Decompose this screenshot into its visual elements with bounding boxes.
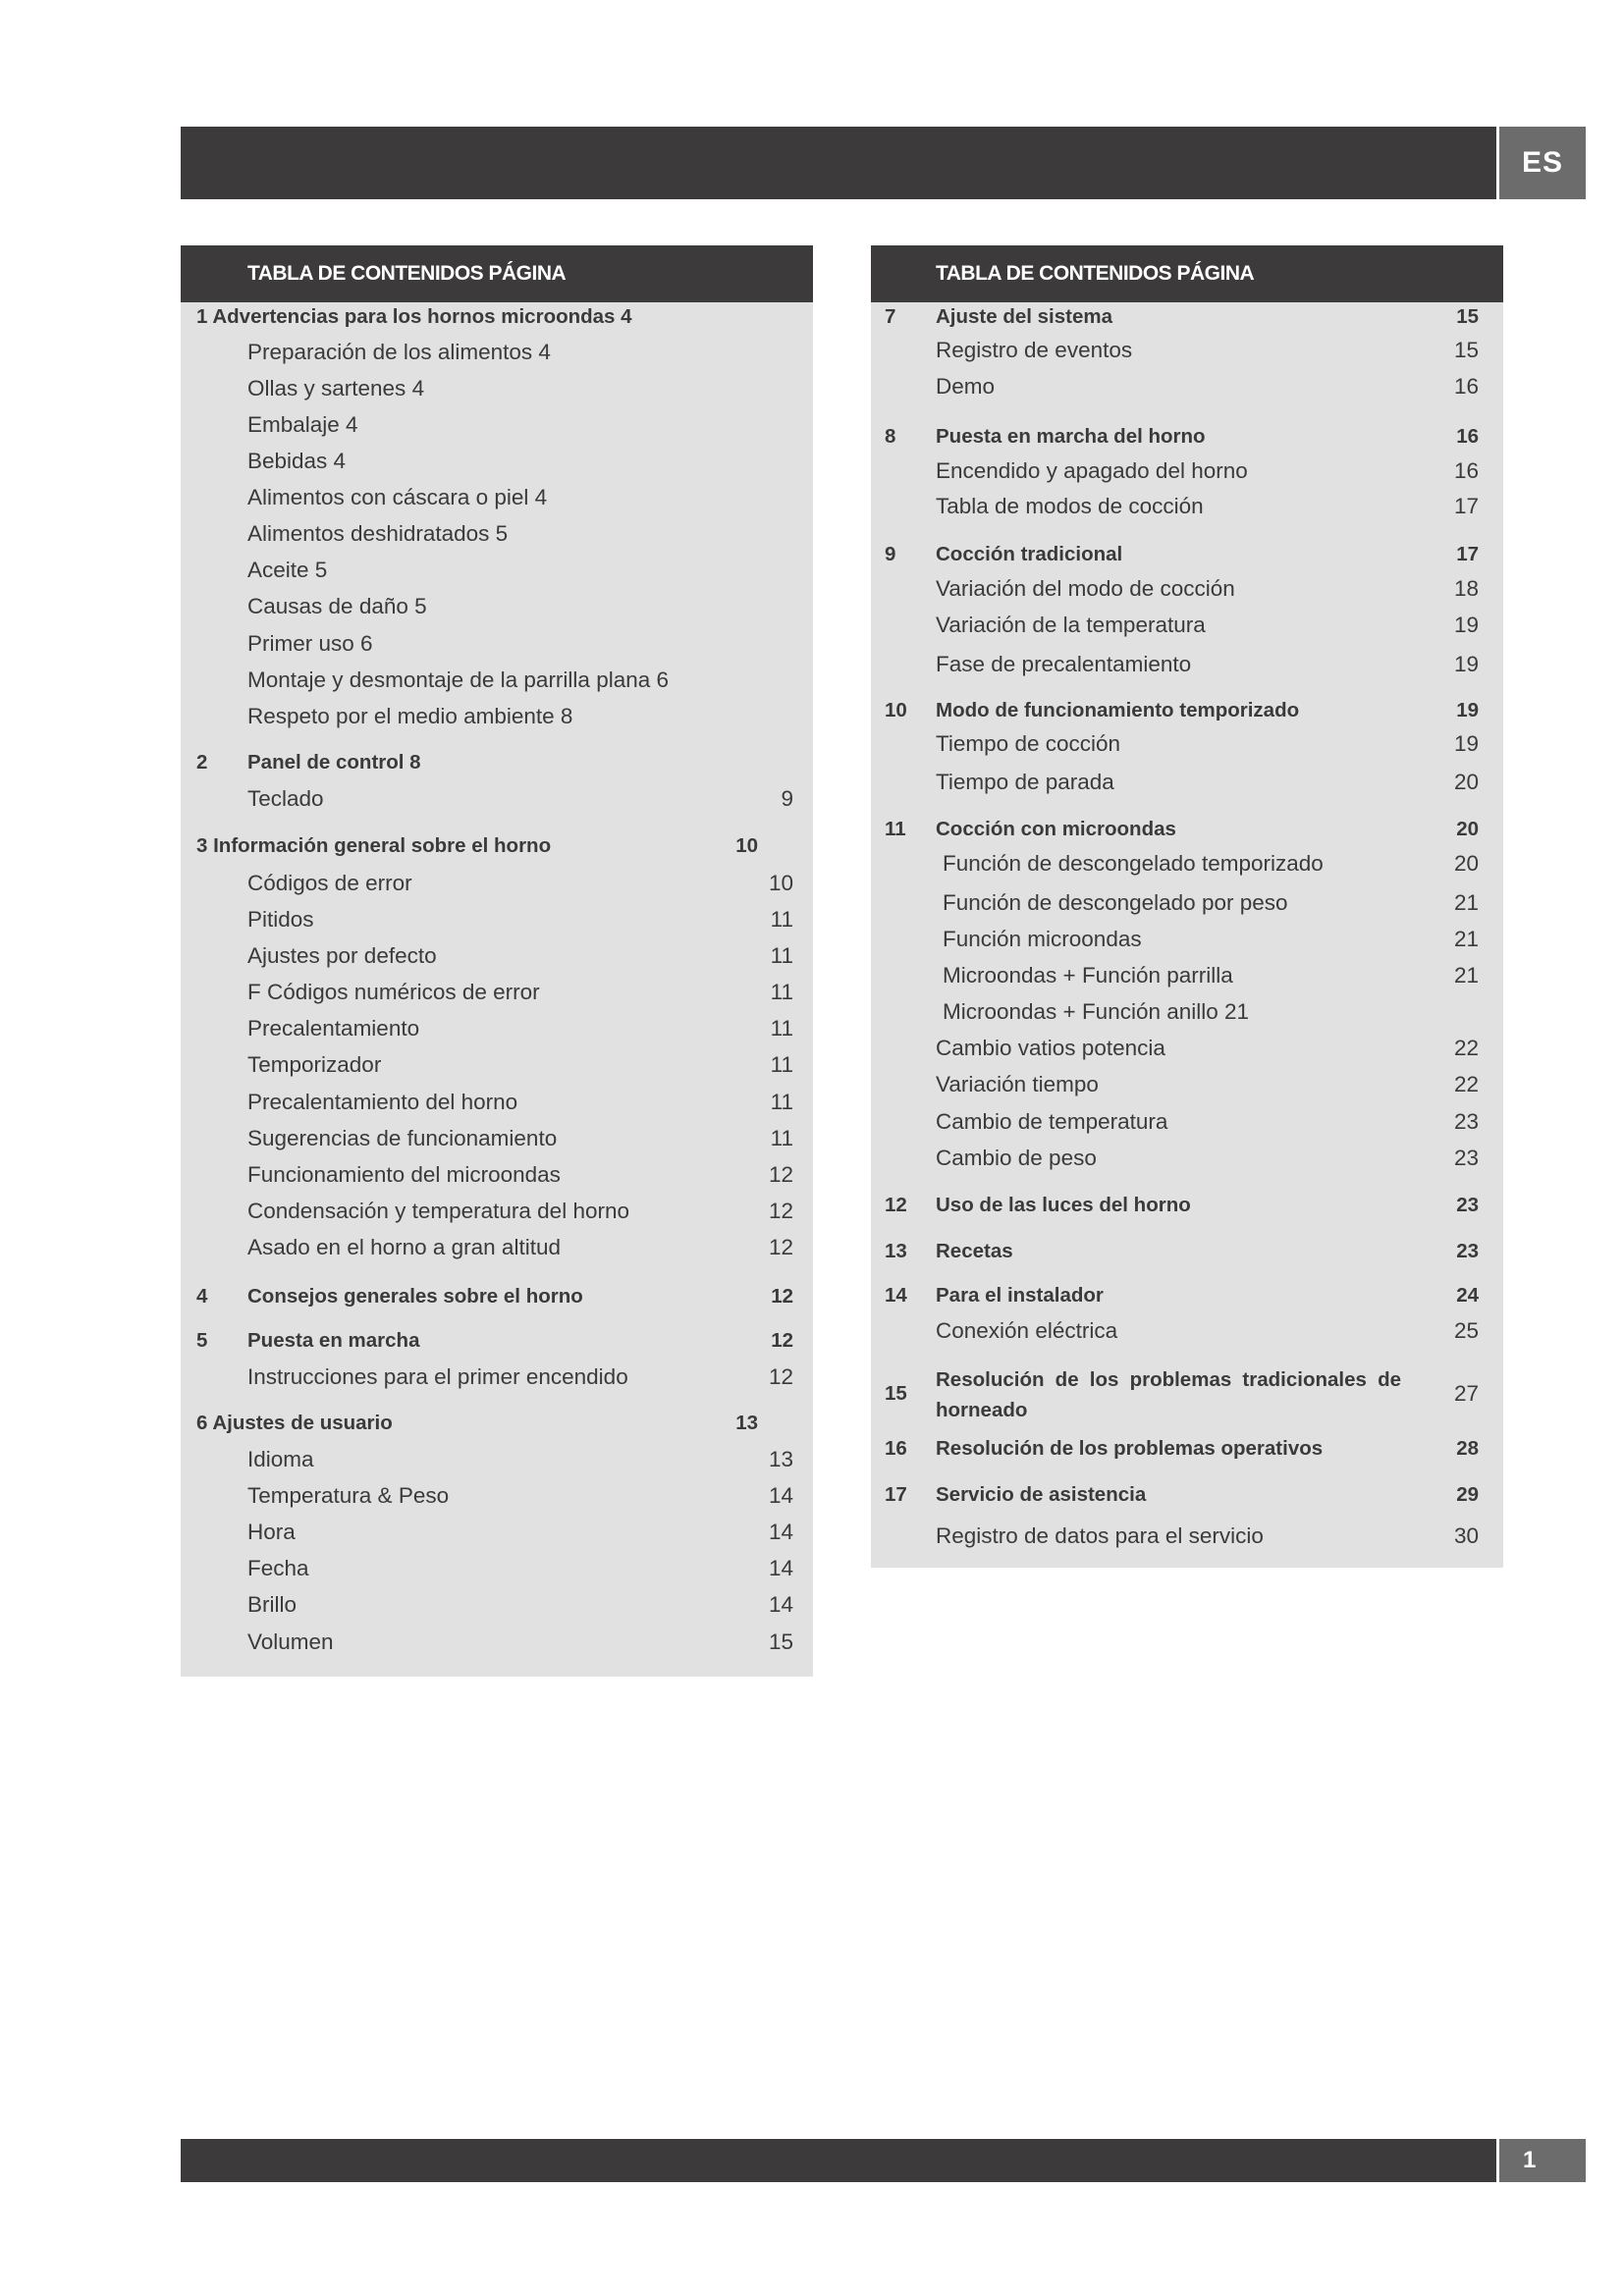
toc-entry-number: 10	[885, 699, 907, 721]
toc-entry-page: 27	[1453, 1381, 1479, 1406]
language-tab: ES	[1499, 127, 1586, 199]
toc-entry-number: 2	[196, 751, 208, 774]
toc-entry-page: 21	[1453, 927, 1479, 951]
toc-entry-page: 11	[770, 1052, 793, 1077]
toc-entry-title: Temperatura & Peso	[247, 1483, 450, 1508]
toc-entry-title: Temporizador	[247, 1052, 382, 1077]
toc-entry-page: 23	[1456, 1240, 1479, 1262]
footer-bar	[181, 2139, 1496, 2182]
toc-entry-page: 23	[1456, 1194, 1479, 1216]
toc-entry-title: Códigos de error	[247, 871, 412, 895]
toc-entry-title: Embalaje 4	[247, 412, 358, 437]
toc-entry-title: Fecha	[247, 1556, 309, 1580]
toc-entry-page: 16	[1456, 425, 1479, 448]
toc-entry-title: Respeto por el medio ambiente 8	[247, 704, 573, 728]
toc-entry-page: 20	[1453, 770, 1479, 794]
toc-entry-title: Panel de control 8	[247, 751, 421, 774]
toc-entry-page: 28	[1456, 1437, 1479, 1460]
toc-entry-page: 15	[1453, 338, 1479, 362]
toc-entry-page: 13	[735, 1412, 758, 1434]
toc-entry-page: 15	[1456, 305, 1479, 328]
toc-entry-page: 17	[1456, 543, 1479, 565]
toc-entry-title: Conexión eléctrica	[936, 1318, 1118, 1343]
header-bar	[181, 127, 1496, 199]
toc-entry-page: 24	[1456, 1284, 1479, 1307]
toc-entry-title: Precalentamiento del horno	[247, 1090, 518, 1114]
toc-entry-title: Precalentamiento	[247, 1016, 420, 1041]
toc-entry-title: Alimentos con cáscara o piel 4	[247, 485, 548, 509]
toc-entry-title: Volumen	[247, 1629, 334, 1654]
toc-entry-number: 13	[885, 1240, 907, 1262]
toc-entry-page: 17	[1453, 494, 1479, 518]
toc-entry-title: Microondas + Función parrilla	[943, 963, 1233, 988]
toc-entry-page: 12	[771, 1329, 793, 1352]
toc-entry-page: 13	[768, 1447, 793, 1471]
toc-entry-title: Aceite 5	[247, 558, 328, 582]
toc-entry-title: 3 Información general sobre el horno	[196, 834, 552, 857]
toc-entry-title: Teclado	[247, 786, 324, 811]
toc-entry-title: F Códigos numéricos de error	[247, 980, 540, 1004]
toc-entry-title: Brillo	[247, 1592, 298, 1617]
toc-entry-title: Registro de eventos	[936, 338, 1133, 362]
toc-entry-title: Tabla de modos de cocción	[936, 494, 1204, 518]
toc-entry-page: 12	[768, 1364, 793, 1389]
toc-entry-page: 30	[1453, 1523, 1479, 1548]
toc-entry-title: Variación tiempo	[936, 1072, 1099, 1096]
toc-entry-page: 11	[770, 1016, 793, 1041]
toc-right-heading: TABLA DE CONTENIDOS PÁGINA	[871, 245, 1503, 302]
toc-entry-page: 19	[1453, 731, 1479, 756]
toc-right-column	[871, 245, 1503, 1568]
toc-entry-title: Hora	[247, 1520, 296, 1544]
toc-entry-title: 6 Ajustes de usuario	[196, 1412, 393, 1434]
toc-entry-title: Instrucciones para el primer encendido	[247, 1364, 628, 1389]
toc-entry-page: 19	[1453, 613, 1479, 637]
toc-entry-number: 9	[885, 543, 896, 565]
toc-entry-page: 14	[768, 1520, 793, 1544]
toc-entry-title: Resolución de los problemas operativos	[936, 1437, 1324, 1460]
toc-entry-page: 11	[770, 907, 793, 932]
toc-entry-page: 11	[770, 1090, 793, 1114]
toc-entry-page: 18	[1453, 576, 1479, 601]
toc-entry-page: 25	[1453, 1318, 1479, 1343]
toc-entry-page: 12	[768, 1162, 793, 1187]
toc-entry-title: Función de descongelado por peso	[943, 890, 1288, 915]
toc-entry-title: Uso de las luces del horno	[936, 1194, 1191, 1216]
toc-entry-page: 23	[1453, 1109, 1479, 1134]
toc-entry-page: 20	[1453, 851, 1479, 876]
toc-entry-title: Puesta en marcha	[247, 1329, 420, 1352]
toc-entry-number: 17	[885, 1483, 907, 1506]
toc-entry-title: Tiempo de cocción	[936, 731, 1121, 756]
toc-entry-title: Ajustes por defecto	[247, 943, 437, 968]
toc-entry-title: Bebidas 4	[247, 449, 347, 473]
toc-entry-title: Variación de la temperatura	[936, 613, 1206, 637]
toc-entry-number: 8	[885, 425, 896, 448]
toc-entry-title: Cambio de temperatura	[936, 1109, 1168, 1134]
toc-entry-page: 10	[735, 834, 758, 857]
toc-entry-page: 10	[768, 871, 793, 895]
toc-entry-page: 16	[1453, 458, 1479, 483]
toc-entry-title: Cambio de peso	[936, 1146, 1097, 1170]
toc-entry-page: 11	[770, 980, 793, 1004]
toc-entry-title: Sugerencias de funcionamiento	[247, 1126, 558, 1150]
toc-entry-title: Ollas y sartenes 4	[247, 376, 425, 400]
toc-entry-page: 15	[768, 1629, 793, 1654]
toc-entry-title: Idioma	[247, 1447, 314, 1471]
toc-entry-title: Alimentos deshidratados 5	[247, 521, 509, 546]
toc-left-heading: TABLA DE CONTENIDOS PÁGINA	[181, 245, 813, 302]
toc-entry-title: Para el instalador	[936, 1284, 1104, 1307]
toc-entry-title: Microondas + Función anillo 21	[943, 999, 1250, 1024]
toc-entry-page: 14	[768, 1556, 793, 1580]
toc-entry-title: Cocción con microondas	[936, 818, 1176, 840]
toc-entry-title: Función de descongelado temporizado	[943, 851, 1324, 876]
toc-entry-title: Tiempo de parada	[936, 770, 1114, 794]
toc-entry-page: 21	[1453, 890, 1479, 915]
toc-entry-page: 21	[1453, 963, 1479, 988]
toc-entry-number: 14	[885, 1284, 907, 1307]
toc-entry-page: 11	[770, 943, 793, 968]
page-number: 1	[1499, 2139, 1586, 2182]
toc-entry-title: Variación del modo de cocción	[936, 576, 1235, 601]
toc-entry-title: Causas de daño 5	[247, 594, 427, 618]
toc-entry-title: 1 Advertencias para los hornos microondas 4	[196, 305, 632, 328]
toc-entry-page: 22	[1453, 1036, 1479, 1060]
toc-entry-number: 4	[196, 1285, 208, 1308]
toc-entry-title: Función microondas	[943, 927, 1142, 951]
toc-entry-page: 22	[1453, 1072, 1479, 1096]
toc-entry-title: Resolución de los problemas tradicionales de horneado	[936, 1368, 1401, 1421]
toc-entry-title: Demo	[936, 374, 996, 399]
toc-entry-title: Registro de datos para el servicio	[936, 1523, 1264, 1548]
toc-entry-page: 14	[768, 1592, 793, 1617]
toc-entry-page: 12	[768, 1199, 793, 1223]
toc-entry-page: 12	[771, 1285, 793, 1308]
toc-entry-title: Cambio vatios potencia	[936, 1036, 1165, 1060]
toc-entry-title: Servicio de asistencia	[936, 1483, 1147, 1506]
toc-entry-title: Primer uso 6	[247, 631, 373, 656]
toc-entry-title: Consejos generales sobre el horno	[247, 1285, 583, 1308]
toc-entry-page: 23	[1453, 1146, 1479, 1170]
toc-entry-number: 15	[885, 1382, 907, 1405]
toc-entry-page: 11	[770, 1126, 793, 1150]
toc-entry-page: 16	[1453, 374, 1479, 399]
toc-entry-title: Funcionamiento del microondas	[247, 1162, 561, 1187]
toc-entry-title: Asado en el horno a gran altitud	[247, 1235, 561, 1259]
toc-entry-title: Modo de funcionamiento temporizado	[936, 699, 1300, 721]
toc-entry-number: 16	[885, 1437, 907, 1460]
toc-entry-number: 5	[196, 1329, 208, 1352]
toc-entry-title: Fase de precalentamiento	[936, 652, 1192, 676]
toc-entry-title: Condensación y temperatura del horno	[247, 1199, 629, 1223]
toc-entry-number: 12	[885, 1194, 907, 1216]
toc-entry-page: 19	[1453, 652, 1479, 676]
toc-entry-title: Encendido y apagado del horno	[936, 458, 1248, 483]
toc-entry-title: Pitidos	[247, 907, 314, 932]
toc-entry-number: 7	[885, 305, 896, 328]
toc-entry-page: 20	[1456, 818, 1479, 840]
toc-entry-page: 29	[1456, 1483, 1479, 1506]
toc-entry-title: Puesta en marcha del horno	[936, 425, 1206, 448]
toc-entry-title: Ajuste del sistema	[936, 305, 1113, 328]
toc-entry-title: Recetas	[936, 1240, 1013, 1262]
toc-entry-title: Montaje y desmontaje de la parrilla plana 6	[247, 667, 670, 692]
toc-entry-page: 14	[768, 1483, 793, 1508]
toc-entry-page: 19	[1456, 699, 1479, 721]
toc-entry-number: 11	[885, 818, 906, 840]
toc-entry-title: Cocción tradicional	[936, 543, 1123, 565]
toc-entry-page: 12	[768, 1235, 793, 1259]
toc-entry-title: Preparación de los alimentos 4	[247, 340, 551, 364]
toc-left-column	[181, 245, 813, 1677]
toc-entry-page: 9	[781, 786, 793, 811]
